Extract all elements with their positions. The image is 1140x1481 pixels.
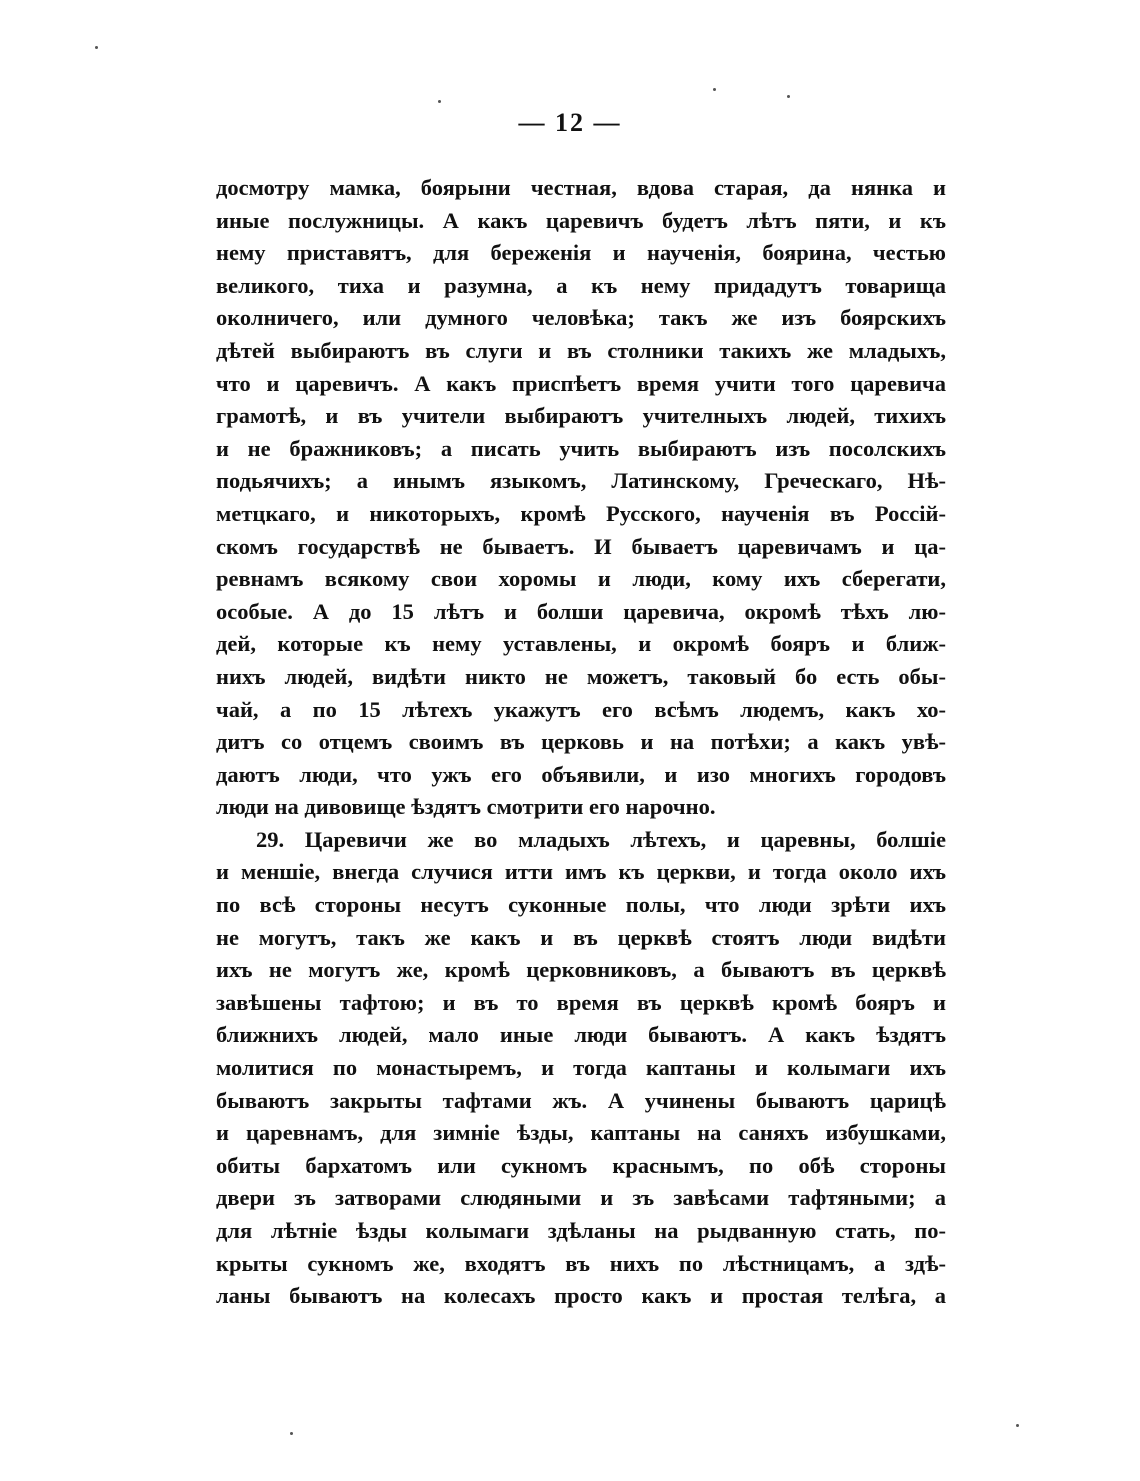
text-line: 29. Царевичи же во младыхъ лѣтехъ, и царевны, болшіе (256, 826, 946, 852)
paragraph-29 (216, 824, 946, 1313)
text-line: крыты сукномъ же, входятъ въ нихъ по лѣстницамъ, а здѣ- (216, 1250, 946, 1276)
text-line: что и царевичъ. А какъ приспѣетъ время учити того царевича (216, 370, 946, 396)
text-line: скомъ государствѣ не бываетъ. И бываетъ царевичамъ и ца- (216, 533, 946, 559)
paragraph-1 (216, 172, 946, 824)
scan-speck (713, 88, 716, 91)
text-line: чай, а по 15 лѣтехъ укажутъ его всѣмъ людемъ, какъ хо- (216, 696, 946, 722)
text-line: не могутъ, такъ же какъ и въ церквѣ стоятъ люди видѣти (216, 924, 946, 950)
text-line: подьячихъ; а инымъ языкомъ, Латинскому, Греческаго, Нѣ- (216, 468, 946, 494)
text-line: грамотѣ, и въ учители выбираютъ учителныхъ людей, тихихъ (216, 403, 946, 429)
text-line: ревнамъ всякому свои хоромы и люди, кому ихъ сберегати, (216, 566, 946, 592)
scan-speck (438, 100, 441, 103)
text-line: и царевнамъ, для зимніе ѣзды, каптаны на саняхъ избушками, (216, 1120, 946, 1146)
text-line: по всѣ стороны несутъ суконные полы, что люди зрѣти ихъ (216, 892, 946, 918)
text-line: двери зъ затворами слюдяными и зъ завѣсами тафтяными; а (216, 1185, 946, 1211)
text-line: иные послужницы. А какъ царевичъ будетъ лѣтъ пяти, и къ (216, 207, 946, 233)
text-line: даютъ люди, что ужъ его объявили, и изо многихъ городовъ (216, 761, 946, 787)
scan-speck (290, 1432, 293, 1435)
text-line: дѣтей выбираютъ въ слуги и въ столники такихъ же младыхъ, (216, 337, 946, 363)
text-line: для лѣтніе ѣзды колымаги здѣланы на рыдванную стать, по- (216, 1218, 946, 1243)
text-line: молитися по монастыремъ, и тогда каптаны и колымаги ихъ (216, 1055, 946, 1081)
text-line: и не бражниковъ; а писать учить выбираютъ изъ посолскихъ (216, 435, 946, 461)
text-line: околничего, или думного человѣка; такъ же изъ боярскихъ (216, 305, 946, 331)
text-line: нихъ людей, видѣти никто не можетъ, таковый бо есть обы- (216, 663, 946, 689)
text-line: досмотру мамка, боярыни честная, вдова старая, да нянка и (216, 175, 946, 200)
text-line: ихъ не могутъ же, кромѣ церковниковъ, а бываютъ въ церквѣ (216, 957, 946, 983)
text-line: нему приставятъ, для береженія и наученія, боярина, честью (216, 240, 946, 266)
text-line: ближнихъ людей, мало иные люди бываютъ. А какъ ѣздятъ (216, 1022, 946, 1048)
scan-speck (787, 95, 790, 98)
text-line: ланы бываютъ на колесахъ просто какъ и простая телѣга, а (216, 1283, 946, 1309)
text-line: метцкаго, и никоторыхъ, кромѣ Русского, наученія въ Россій- (216, 500, 946, 526)
scan-speck (1016, 1424, 1019, 1427)
text-line: завѣшены тафтою; и въ то время въ церквѣ кромѣ бояръ и (216, 989, 946, 1015)
text-line: люди на дивовище ѣздятъ смотрити его нарочно. (216, 794, 716, 820)
page-number: — 12 — (518, 108, 622, 137)
text-line: дей, которые къ нему уставлены, и окромѣ бояръ и ближ- (216, 631, 946, 657)
text-line: дитъ со отцемъ своимъ въ церковь и на потѣхи; а какъ увѣ- (216, 729, 946, 755)
body-text (216, 172, 946, 1313)
text-line: великого, тиха и разумна, а къ нему придадутъ товарища (216, 272, 946, 298)
scan-speck (95, 46, 98, 49)
text-line: и меншіе, внегда случися итти имъ къ церкви, и тогда около ихъ (216, 859, 946, 885)
text-line: обиты бархатомъ или сукномъ краснымъ, по обѣ стороны (216, 1152, 946, 1178)
text-line: бываютъ закрыты тафтами жъ. А учинены бываютъ царицѣ (216, 1087, 946, 1113)
text-line: особые. А до 15 лѣтъ и болши царевича, окромѣ тѣхъ лю- (216, 598, 946, 624)
